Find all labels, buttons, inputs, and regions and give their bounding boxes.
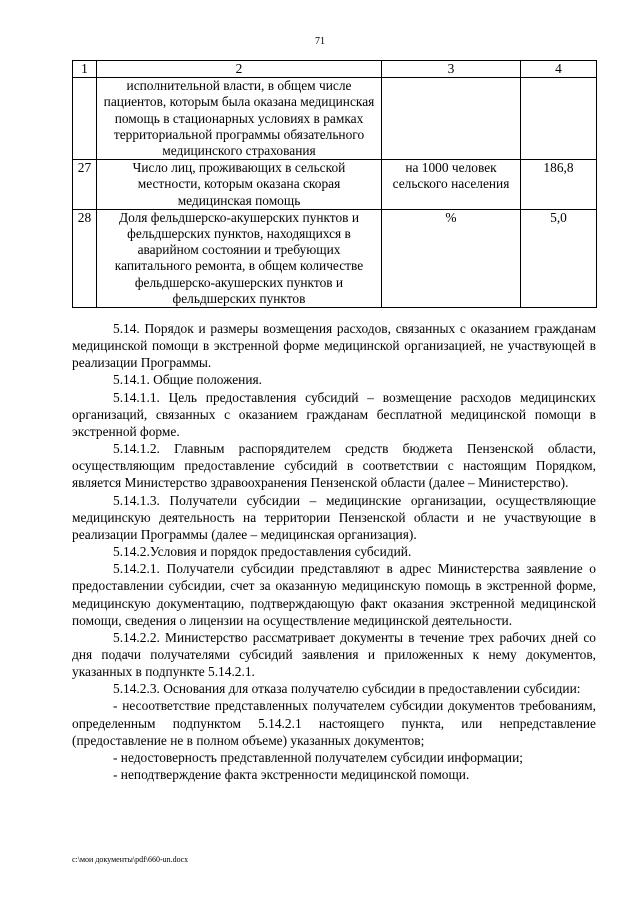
table-row [73, 160, 597, 210]
row-value: 186,8 [521, 160, 597, 210]
row-number: 27 [73, 160, 97, 210]
list-item: - несоответствие представленных получателем субсидии документов требованиям, определенным подпунктом 5.14.2.1 настоящего пункта, или непредставление (предоставление не в полном объеме) указанных документов; [72, 698, 596, 748]
row-indicator: Число лиц, проживающих в сельской местности, которым оказана скорая медицинская помощь [97, 160, 382, 210]
row-indicator: Доля фельдшерско-акушерских пунктов и фельдшерских пунктов, находящихся в аварийном состоянии и требующих капитального ремонта, в общем количестве фельдшерско-акушерских пунктов и фельдшерских пунктов [97, 209, 382, 307]
paragraph: 5.14.2.1. Получатели субсидии представляют в адрес Министерства заявление о предоставлении субсидии, счет за оказанную медицинскую помощь в экстренной форме, медицинскую документацию, подтверждающую факт оказания экстренной медицинской помощи, сведения о лицензии на осуществление медицинской деятельности. [72, 561, 596, 628]
row-indicator: исполнительной власти, в общем числе пациентов, которым была оказана медицинская помощь в стационарных условиях в рамках территориальной программы обязательного медицинского страхования [97, 78, 382, 160]
paragraph: 5.14.2.Условия и порядок предоставления субсидий. [113, 544, 412, 560]
paragraph: 5.14.1. Общие положения. [113, 372, 263, 388]
row-number [73, 78, 97, 160]
row-unit: % [382, 209, 521, 307]
row-number: 28 [73, 209, 97, 307]
row-unit [382, 78, 521, 160]
header-col-4: 4 [521, 61, 597, 78]
list-item: - неподтверждение факта экстренности медицинской помощи. [113, 767, 470, 783]
table-header-row [73, 61, 597, 78]
list-item: - недостоверность представленной получателем субсидии информации; [113, 749, 523, 765]
row-value: 5,0 [521, 209, 597, 307]
row-unit: на 1000 человек сельского населения [382, 160, 521, 210]
header-col-3: 3 [382, 61, 521, 78]
table-row [73, 209, 597, 307]
header-col-2: 2 [97, 61, 382, 78]
paragraph: 5.14. Порядок и размеры возмещения расходов, связанных с оказанием гражданам медицинской помощи в экстренной форме медицинской организацией, не участвующей в реализации Программы. [72, 321, 596, 371]
indicators-table [72, 60, 597, 308]
paragraph: 5.14.1.2. Главным распорядителем средств бюджета Пензенской области, осуществляющим предоставление субсидий в соответствии с настоящим Порядком, является Министерство здравоохранения Пензенской области (далее – Министерство). [72, 441, 596, 491]
page-number: 71 [315, 36, 325, 47]
paragraph: 5.14.1.3. Получатели субсидии – медицинские организации, осуществляющие медицинскую деятельность на территории Пензенской области и не участвующие в реализации Программы (далее – медицинская организация). [72, 492, 596, 542]
document-body [72, 320, 596, 783]
table-row [73, 78, 597, 160]
paragraph: 5.14.2.3. Основания для отказа получателю субсидии в предоставлении субсидии: [113, 681, 581, 697]
paragraph: 5.14.2.2. Министерство рассматривает документы в течение трех рабочих дней со дня подачи получателями субсидий заявления и приложенных к нему документов, указанных в подпункте 5.14.2.1. [72, 629, 596, 680]
footer-file-path: c:\мои документы\pdf\660-un.docx [72, 855, 189, 864]
row-value [521, 78, 597, 160]
header-col-1: 1 [73, 61, 97, 78]
paragraph: 5.14.1.1. Цель предоставления субсидий – возмещение расходов медицинских организаций, связанных с оказанием гражданам бесплатной медицинской помощи в экстренной форме. [72, 389, 596, 439]
